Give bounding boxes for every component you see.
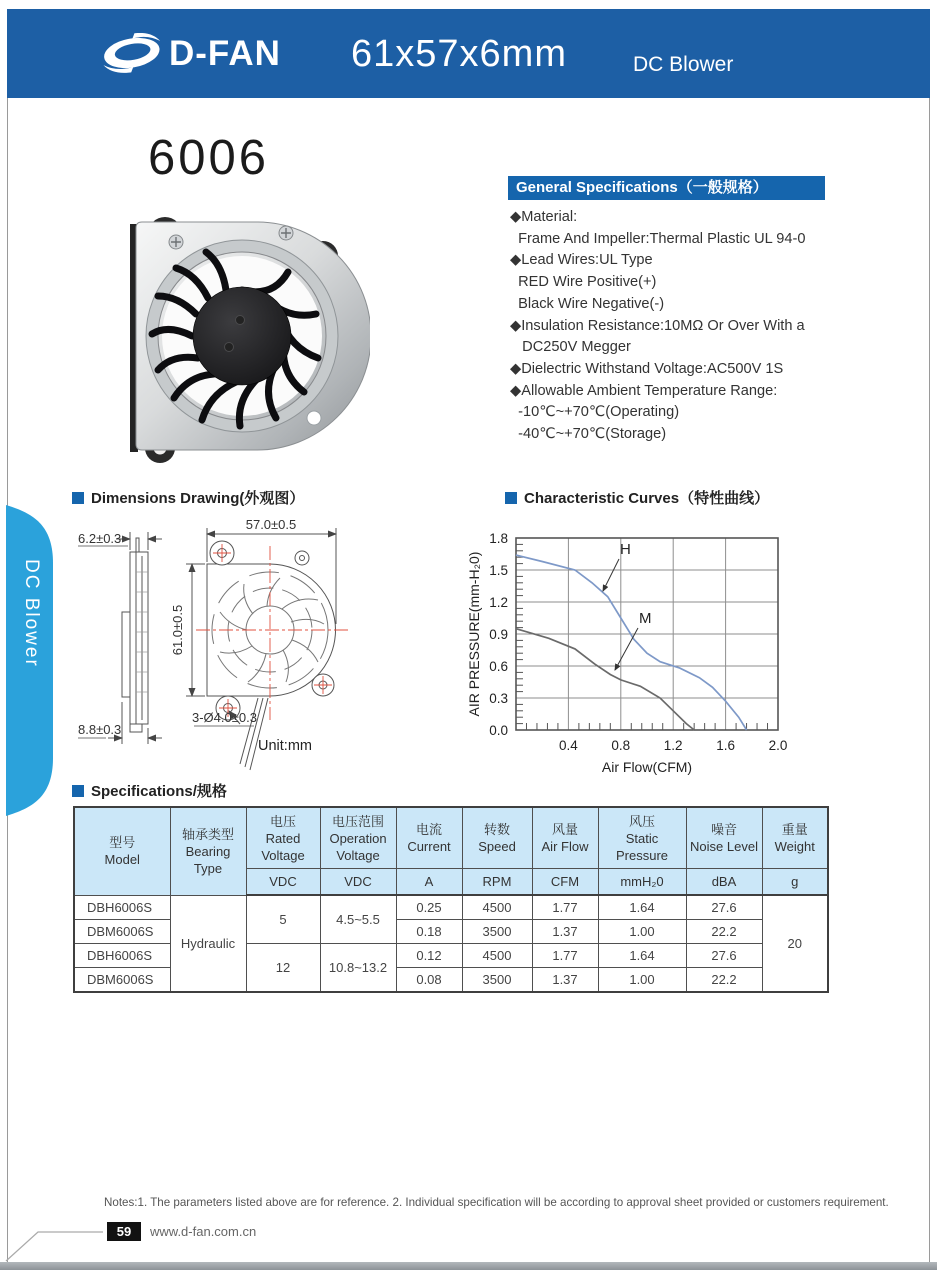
spec-line: RED Wire Positive(+) <box>510 274 657 291</box>
svg-text:0.8: 0.8 <box>611 738 631 753</box>
unit-cell: mmH₂0 <box>598 869 686 896</box>
header-banner <box>7 9 930 98</box>
spec-line: DC250V Megger <box>510 339 631 356</box>
characteristic-curves-chart <box>466 514 812 782</box>
website-text: www.d-fan.com.cn <box>150 1224 257 1239</box>
spec-line: ◆Allowable Ambient Temperature Range: <box>510 382 778 399</box>
voltage-cell: 5 <box>246 895 320 944</box>
x-axis-label: Air Flow(CFM) <box>601 759 693 775</box>
mount-hole <box>307 411 321 425</box>
col-header-speed: 转数 Speed <box>462 807 532 869</box>
bearing-cell: Hydraulic <box>170 895 246 992</box>
unit-cell: CFM <box>532 869 598 896</box>
range-cell: 4.5~5.5 <box>320 895 396 944</box>
spec-section-header <box>72 780 227 801</box>
unit-cell: g <box>762 869 828 896</box>
page-number-badge: 59 <box>107 1222 141 1241</box>
spec-line: Black Wire Negative(-) <box>510 295 665 312</box>
col-header-voltage: 电压 Rated Voltage <box>246 807 320 869</box>
curves-section-header <box>505 487 769 508</box>
brand-logo <box>99 33 281 75</box>
product-photo <box>90 196 370 476</box>
dimensions-section-header <box>72 487 304 508</box>
dim-label: 57.0±0.5 <box>245 517 297 532</box>
unit-label: Unit:mm <box>258 738 312 754</box>
section-marker-icon <box>72 492 84 504</box>
spec-title: Specifications/规格 <box>91 783 227 800</box>
dim-label: 8.8±0.3 <box>78 722 122 737</box>
table-header-row <box>74 807 828 869</box>
side-tab-dc-blower <box>6 503 56 818</box>
svg-text:1.2: 1.2 <box>489 595 508 610</box>
col-header-pressure: 风压 Static Pressure <box>598 807 686 869</box>
section-marker-icon <box>72 785 84 797</box>
spec-line: ◆Insulation Resistance:10MΩ Or Over With a <box>510 317 805 334</box>
svg-text:0.6: 0.6 <box>489 659 508 674</box>
curve-label-m: M <box>639 610 652 627</box>
dim-label: 3-Ø4.0±0.3 <box>192 710 257 725</box>
svg-text:0.4: 0.4 <box>559 738 578 753</box>
page-border-right <box>929 9 930 1262</box>
col-header-airflow: 风量 Air Flow <box>532 807 598 869</box>
spec-line: ◆Lead Wires:UL Type <box>510 252 653 269</box>
unit-cell: VDC <box>320 869 396 896</box>
unit-cell: VDC <box>246 869 320 896</box>
spec-line: ◆Dielectric Withstand Voltage:AC500V 1S <box>510 360 784 377</box>
dimensions-drawing <box>70 512 470 780</box>
svg-text:0.0: 0.0 <box>489 723 508 738</box>
weight-cell: 20 <box>762 895 828 992</box>
page-title-type: DC Blower <box>633 53 734 76</box>
col-header-weight: 重量 Weight <box>762 807 828 869</box>
model-cell: DBH6006S <box>74 895 170 920</box>
range-cell: 10.8~13.2 <box>320 944 396 993</box>
y-axis-label: AIR PRESSURE(mm-H₂0) <box>466 551 482 717</box>
dim-label: 6.2±0.3 <box>78 531 122 546</box>
general-specs-header: General Specifications（一般规格） <box>508 176 825 200</box>
fan-swoosh-icon <box>99 33 165 75</box>
section-marker-icon <box>505 492 517 504</box>
col-header-bearing: 轴承类型 Bearing Type <box>170 807 246 895</box>
model-number: 6006 <box>148 131 270 185</box>
corner-decoration <box>0 1190 120 1270</box>
spec-line: -40℃~+70℃(Storage) <box>510 426 667 443</box>
col-header-range: 电压范围 Operation Voltage <box>320 807 396 869</box>
col-header-current: 电流 Current <box>396 807 462 869</box>
model-cell: DBM6006S <box>74 920 170 944</box>
svg-text:1.6: 1.6 <box>716 738 735 753</box>
svg-text:1.2: 1.2 <box>663 738 683 753</box>
model-cell: DBM6006S <box>74 968 170 993</box>
brand-name: D-FAN <box>169 34 281 73</box>
svg-text:0.3: 0.3 <box>489 691 508 706</box>
side-tab-label: DC Blower <box>21 559 42 668</box>
curve-label-h: H <box>620 541 631 558</box>
svg-text:1.8: 1.8 <box>489 531 508 546</box>
unit-cell: dBA <box>686 869 762 896</box>
notes-text: Notes:1. The parameters listed above are for reference. 2. Individual specification will be according to approval sheet provided or customers requirement. <box>104 1196 889 1209</box>
unit-cell: RPM <box>462 869 532 896</box>
svg-text:0.9: 0.9 <box>489 627 508 642</box>
screw-icon <box>169 235 183 249</box>
svg-text:1.5: 1.5 <box>489 563 508 578</box>
table-row: DBH6006S Hydraulic 5 4.5~5.5 0.25 4500 1.77 1.64 27.6 20 <box>74 895 828 920</box>
voltage-cell: 12 <box>246 944 320 993</box>
spec-line: ◆Material: <box>510 209 578 225</box>
screw-icon <box>279 226 293 240</box>
col-header-model: 型号 Model <box>74 807 170 895</box>
model-cell: DBH6006S <box>74 944 170 968</box>
dimensions-title: Dimensions Drawing(外观图） <box>91 490 305 507</box>
dim-label: 61.0±0.5 <box>170 604 185 656</box>
page-title-size: 61x57x6mm <box>351 33 567 75</box>
table-row: DBM6006S 0.08 3500 1.37 1.00 22.2 <box>74 968 828 993</box>
bottom-strip <box>0 1262 937 1270</box>
svg-text:2.0: 2.0 <box>768 738 788 753</box>
table-row: DBM6006S 0.18 3500 1.37 1.00 22.2 <box>74 920 828 944</box>
unit-cell: A <box>396 869 462 896</box>
spec-line: Frame And Impeller:Thermal Plastic UL 94-0 <box>510 230 806 247</box>
spec-line: -10℃~+70℃(Operating) <box>510 404 680 421</box>
table-row: DBH6006S 12 10.8~13.2 0.12 4500 1.77 1.64 27.6 <box>74 944 828 968</box>
general-specs-list <box>510 207 870 446</box>
specifications-table <box>73 806 829 993</box>
curves-title: Characteristic Curves（特性曲线） <box>524 490 770 507</box>
col-header-noise: 噪音 Noise Level <box>686 807 762 869</box>
